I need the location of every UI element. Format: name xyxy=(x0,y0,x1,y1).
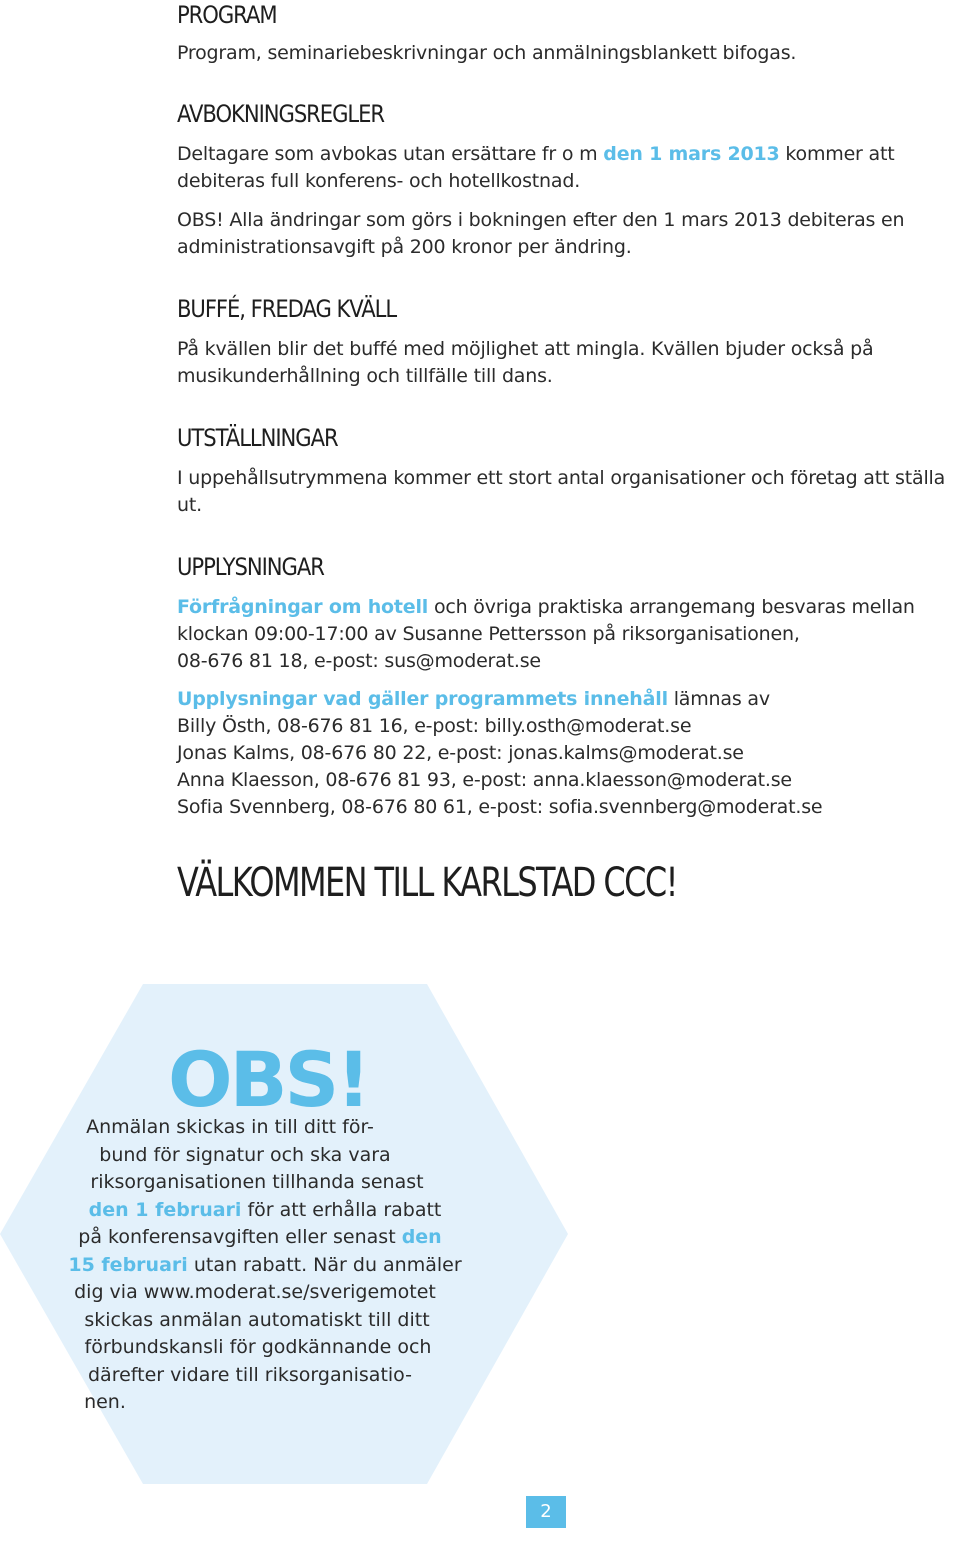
obs-line: bund för signatur och ska vara xyxy=(99,1143,391,1166)
cancellation-date-highlight: den 1 mars 2013 xyxy=(603,143,780,165)
hotel-inquiries-paragraph xyxy=(177,594,952,648)
contact-line: Billy Östh, 08-676 81 16, e-post: billy.osth@moderat.se xyxy=(177,715,692,737)
obs-line: riksorganisationen tillhanda senast xyxy=(90,1171,424,1193)
obs-line-text: på konferensavgiften eller senast xyxy=(78,1226,402,1248)
cancellation-section xyxy=(177,99,952,261)
page-number-badge: 2 xyxy=(526,1496,566,1528)
obs-line xyxy=(40,1197,500,1225)
obs-date-highlight-1: den 1 februari xyxy=(88,1198,242,1221)
obs-line: förbundskansli för godkännande och xyxy=(84,1336,432,1358)
cancellation-paragraph xyxy=(177,141,952,195)
buffet-section xyxy=(177,294,952,390)
obs-line: därefter vidare till riksorganisatio- xyxy=(87,1363,413,1386)
information-section xyxy=(177,552,952,821)
cancellation-text-1: Deltagare som avbokas utan ersättare fr o m xyxy=(177,143,604,165)
exhibitions-heading: UTSTÄLLNINGAR xyxy=(177,424,338,452)
obs-change-fee-paragraph: OBS! Alla ändringar som görs i bokningen efter den 1 mars 2013 debiteras en administrationsavgift på 200 kronor per ändring. xyxy=(177,209,905,258)
contact-line: Sofia Svennberg, 08-676 80 61, e-post: sofia.svennberg@moderat.se xyxy=(177,796,823,818)
obs-line-text: för att erhålla rabatt xyxy=(241,1198,442,1221)
buffet-text: På kvällen blir det buffé med möjlighet att mingla. Kvällen bjuder också på musikunderhållning och tillfälle till dans. xyxy=(177,338,874,387)
obs-date-highlight-2a: den xyxy=(401,1226,442,1248)
cancellation-text-2: kommer att debiteras full konferens- och hotellkostnad. xyxy=(177,143,895,192)
program-heading: PROGRAM xyxy=(177,1,277,29)
program-section xyxy=(177,0,796,67)
program-inquiries-highlight: Upplysningar vad gäller programmets innehåll xyxy=(177,688,668,710)
exhibitions-section xyxy=(177,423,952,519)
information-heading: UPPLYSNINGAR xyxy=(177,553,324,581)
program-inquiries-text: lämnas av xyxy=(667,688,770,710)
obs-title: OBS! xyxy=(168,1035,368,1124)
obs-line: dig via www.moderat.se/sverigemotet xyxy=(74,1281,436,1303)
contact-line: Anna Klaesson, 08-676 81 93, e-post: anna.klaesson@moderat.se xyxy=(177,769,792,791)
hotel-inquiries-text: och övriga praktiska arrangemang besvaras mellan klockan 09:00-17:00 av Susanne Pettersson på riksorganisationen, xyxy=(177,596,915,645)
hotel-inquiries-highlight: Förfrågningar om hotell xyxy=(177,596,429,618)
obs-text-block xyxy=(40,1114,500,1417)
welcome-heading: VÄLKOMMEN TILL KARLSTAD CCC! xyxy=(177,860,677,906)
obs-date-highlight-2b: 15 februari xyxy=(68,1253,188,1276)
contact-line: Jonas Kalms, 08-676 80 22, e-post: jonas.kalms@moderat.se xyxy=(177,742,744,764)
obs-line xyxy=(40,1252,500,1280)
obs-line xyxy=(40,1224,500,1252)
program-inquiries-paragraph xyxy=(177,686,952,713)
buffet-heading: BUFFÉ, FREDAG KVÄLL xyxy=(177,295,397,323)
obs-line-text: utan rabatt. När du anmäler xyxy=(187,1253,462,1276)
obs-line: skickas anmälan automatiskt till ditt xyxy=(84,1308,430,1331)
cancellation-heading: AVBOKNINGSREGLER xyxy=(177,100,385,128)
obs-line: Anmälan skickas in till ditt för- xyxy=(86,1116,374,1138)
exhibitions-text: I uppehållsutrymmena kommer ett stort antal organisationer och företag att ställa ut. xyxy=(177,467,946,516)
obs-line: nen. xyxy=(84,1391,126,1413)
program-text: Program, seminariebeskrivningar och anmälningsblankett bifogas. xyxy=(177,42,797,64)
hotel-contact: 08-676 81 18, e-post: sus@moderat.se xyxy=(177,650,541,672)
